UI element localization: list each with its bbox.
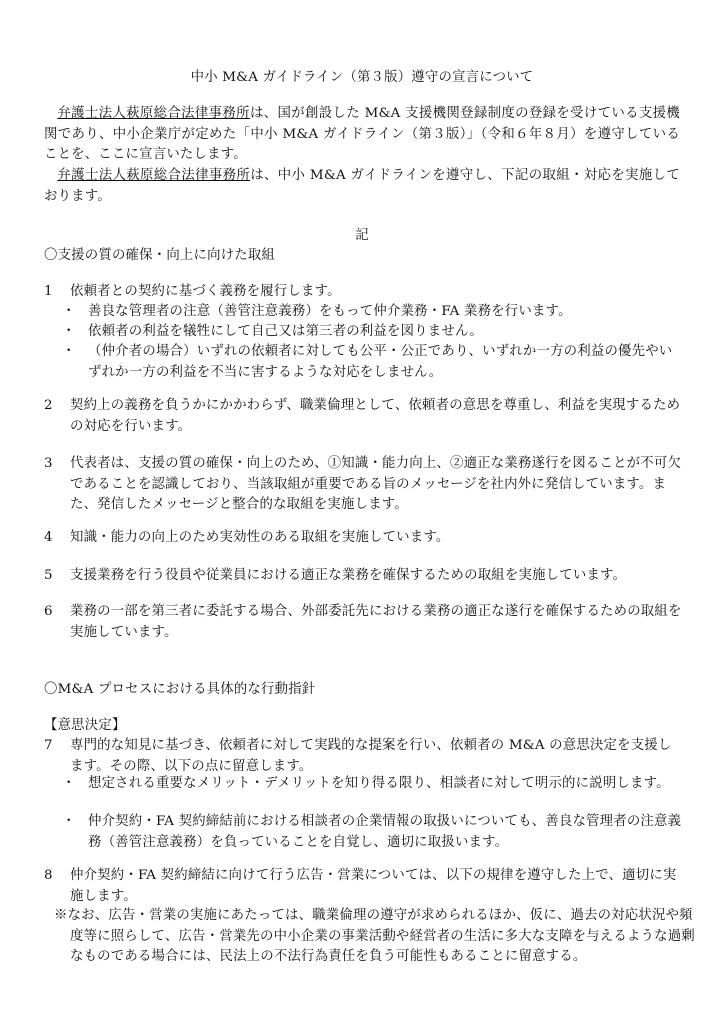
item-number: 4: [44, 530, 53, 545]
item-number: 7: [44, 738, 53, 753]
page-title: 中小 M&A ガイドライン（第３版）遵守の宣言について: [190, 70, 534, 85]
item-text: 業務の一部を第三者に委託する場合、外部委託先における業務の適正な遂行を確保するための取組を実施しています。: [70, 604, 682, 640]
item-number: 5: [44, 568, 53, 583]
bullet-mark: ・: [62, 344, 76, 359]
bullet-mark: ・: [62, 776, 76, 791]
bullet-text: 想定される重要なメリット・デメリットを知り得る限り、相談者に対して明示的に説明します。: [88, 776, 670, 791]
bullet-text: 依頼者の利益を犠牲にして自己又は第三者の利益を図りません。: [88, 324, 483, 339]
item-text: 知識・能力の向上のため実効性のある取組を実施しています。: [70, 530, 450, 545]
intro-text-2: は、中小 M&A ガイドラインを遵守し、下記の取組・対応を実施しております。: [44, 168, 680, 204]
bullet-text: 仲介契約・FA 契約締結前における相談者の企業情報の取扱いについても、善良な管理者の注意義務（善管注意義務）を負っていることを自覚し、適切に取扱います。: [88, 814, 682, 850]
intro-paragraph-1: [44, 104, 680, 166]
section-heading-support-quality: 〇支援の質の確保・向上に向けた取組: [44, 248, 276, 263]
item-text: 仲介契約・FA 契約締結に向けて行う広告・営業については、以下の規律を遵守した上で、適切に実施します。: [70, 868, 677, 904]
item-number: 3: [44, 456, 53, 471]
item-text: 支援業務を行う役員や従業員における適正な業務を確保するための取組を実施しています。: [70, 568, 627, 583]
intro-text-1: は、国が創設した M&A 支援機関登録制度の登録を受けている支援機関であり、中小企業庁が定めた「中小 M&A ガイドライン（第３版）」（令和６年８月）を遵守していることを、ここに宣言いたします。: [44, 106, 680, 162]
item-text: 契約上の義務を負うかにかかわらず、職業倫理として、依頼者の意思を尊重し、利益を実現するための対応を行います。: [70, 398, 681, 434]
subheading-decision: 【意思決定】: [44, 718, 126, 733]
bullet-mark: ・: [62, 324, 76, 339]
firm-name-2: 弁護士法人萩原総合法律事務所: [57, 168, 251, 183]
item-number: 8: [44, 868, 53, 883]
item-text: 専門的な知見に基づき、依頼者に対して実践的な提案を行い、依頼者の M&A の意思決定を支援します。その際、以下の点に留意します。: [70, 738, 672, 774]
firm-name: 弁護士法人萩原総合法律事務所: [57, 106, 250, 121]
bullet-mark: ・: [62, 814, 76, 829]
bullet-text: （仲介者の場合）いずれの依頼者に対しても公平・公正であり、いずれか一方の利益の優先やいずれか一方の利益を不当に害するような対応をしません。: [88, 344, 673, 380]
item-number: 1: [44, 284, 53, 299]
item-number: 6: [44, 604, 53, 619]
intro-paragraph-2: [44, 166, 680, 207]
bullet-mark: ・: [62, 304, 76, 319]
note-text: ※なお、広告・営業の実施にあたっては、職業倫理の遵守が求められるほか、仮に、過去の対応状況や頻度等に照らして、広告・営業先の中小企業の事業活動や経営者の生活に多大な支障を与えるような過剰なものである場合には、民法上の不法行為責任を負う可能性もあることに留意する。: [54, 908, 695, 964]
item-number: 2: [44, 398, 53, 413]
ki-heading: 記: [355, 228, 369, 243]
section-heading-ma-process: 〇M&A プロセスにおける具体的な行動指針: [44, 682, 316, 697]
item-text: 代表者は、支援の質の確保・向上のため、①知識・能力向上、②適正な業務遂行を図ることが不可欠であることを認識しており、当該取組が重要である旨のメッセージを社内外に発信しています。また、発信したメッセージと整合的な取組を実施します。: [70, 456, 682, 512]
item-text: 依頼者との契約に基づく義務を履行します。: [70, 284, 341, 299]
bullet-text: 善良な管理者の注意（善管注意義務）をもって仲介業務・FA 業務を行います。: [88, 304, 572, 319]
